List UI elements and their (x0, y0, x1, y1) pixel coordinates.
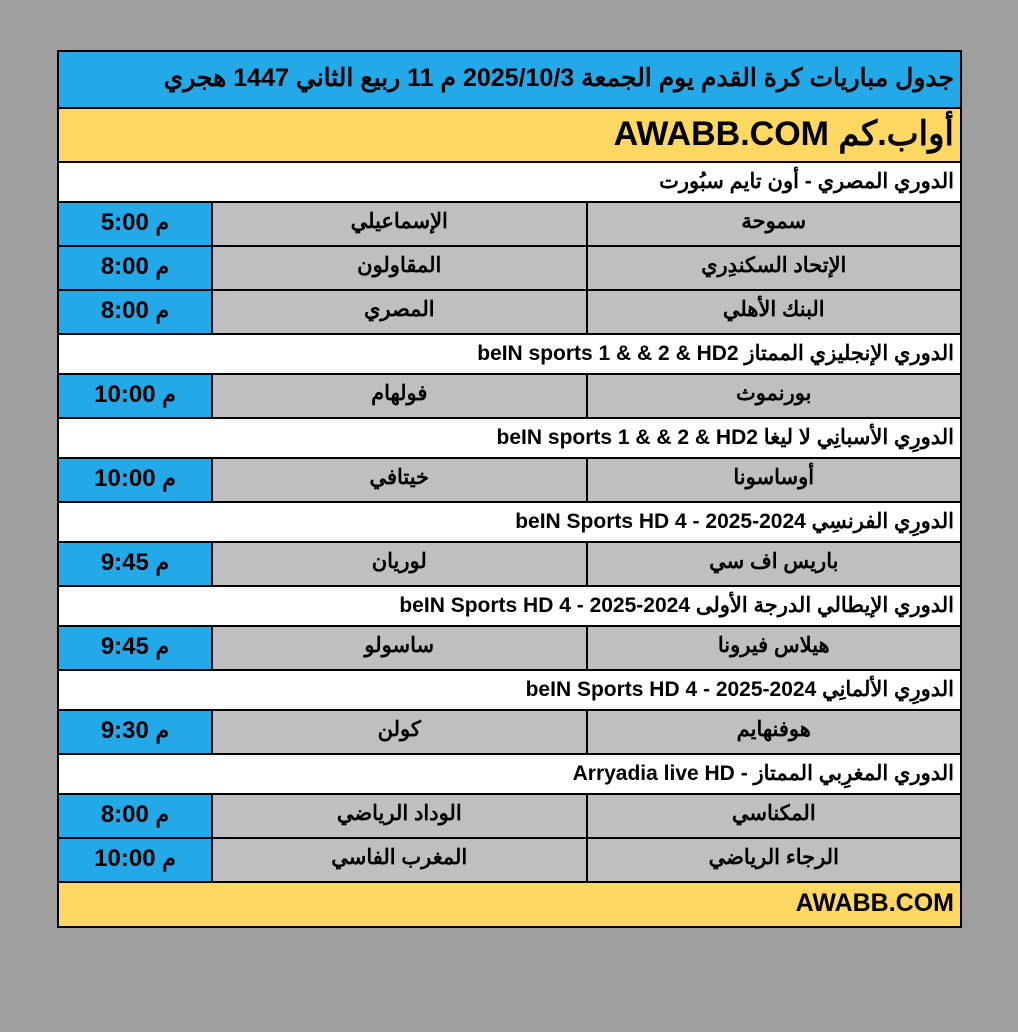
home-team-name: فولهام (211, 375, 586, 417)
table-row (59, 627, 960, 671)
league-header: الدوري الإيطالي الدرجة الأولى 2024-2025 - beIN Sports HD 4 (59, 587, 960, 627)
away-team-name: هوفنهايم (586, 711, 961, 753)
table-row (59, 711, 960, 755)
match-time (59, 795, 211, 837)
league-header: الدورِي الألمانِي 2024-2025 - beIN Sports HD 4 (59, 671, 960, 711)
table-row (59, 375, 960, 419)
home-team-name: المصري (211, 291, 586, 333)
away-team-name: الإتحاد السكندِري (586, 247, 961, 289)
home-team-name: ساسولو (211, 627, 586, 669)
home-team-name: المقاولون (211, 247, 586, 289)
table-row (59, 203, 960, 247)
brand-banner: أواب.كم AWABB.COM (59, 109, 960, 163)
match-time-ampm: م (155, 254, 170, 279)
home-team-name: كولن (211, 711, 586, 753)
match-time-value: 10:00 (94, 381, 156, 408)
home-team-name: المغرب الفاسي (211, 839, 586, 881)
match-time (59, 459, 211, 501)
match-time (59, 203, 211, 245)
match-time-value: 5:00 (100, 209, 149, 236)
match-time (59, 543, 211, 585)
match-time-value: 10:00 (94, 465, 156, 492)
away-team-name: هيلاس فيرونا (586, 627, 961, 669)
match-time (59, 375, 211, 417)
table-row (59, 543, 960, 587)
match-schedule-table (57, 50, 962, 928)
schedule-sections (59, 163, 960, 883)
match-time-value: 8:00 (100, 801, 149, 828)
match-time-ampm: م (155, 210, 170, 235)
table-row (59, 247, 960, 291)
match-time-ampm: م (155, 550, 170, 575)
match-time-value: 8:00 (100, 253, 149, 280)
league-header: الدوري المصري - أون تايم سبُورت (59, 163, 960, 203)
match-time-ampm: م (155, 298, 170, 323)
home-team-name: الوداد الرياضي (211, 795, 586, 837)
league-header: الدورِي الأسبانِي لا ليغا beIN sports 1 & & 2 & HD2 (59, 419, 960, 459)
match-time-value: 9:45 (100, 633, 149, 660)
match-time-value: 8:00 (100, 297, 149, 324)
schedule-title: جدول مباريات كرة القدم يوم الجمعة 2025/10/3 م 11 ربيع الثاني 1447 هجري (59, 52, 960, 109)
match-time-ampm: م (155, 634, 170, 659)
table-row (59, 839, 960, 883)
table-row (59, 291, 960, 335)
match-time-value: 10:00 (94, 845, 156, 872)
match-time (59, 839, 211, 881)
match-time (59, 247, 211, 289)
league-header: الدوري الإنجليزي الممتاز beIN sports 1 & & 2 & HD2 (59, 335, 960, 375)
match-time-ampm: م (155, 802, 170, 827)
match-time-ampm: م (162, 846, 176, 871)
away-team-name: البنك الأهلي (586, 291, 961, 333)
away-team-name: سموحة (586, 203, 961, 245)
home-team-name: الإسماعيلي (211, 203, 586, 245)
away-team-name: المكناسي (586, 795, 961, 837)
match-time (59, 627, 211, 669)
away-team-name: الرجاء الرياضي (586, 839, 961, 881)
table-row (59, 459, 960, 503)
league-header: الدورِي الفرنسِي 2024-2025 - beIN Sports HD 4 (59, 503, 960, 543)
away-team-name: باريس اف سي (586, 543, 961, 585)
match-time-ampm: م (162, 382, 176, 407)
league-header: الدوري المغرِبي الممتاز - Arryadia live HD (59, 755, 960, 795)
match-time-value: 9:45 (100, 549, 149, 576)
match-time-ampm: م (162, 466, 176, 491)
home-team-name: لوريان (211, 543, 586, 585)
match-time-ampm: م (155, 718, 170, 743)
table-row (59, 795, 960, 839)
home-team-name: خيتافي (211, 459, 586, 501)
away-team-name: أوساسونا (586, 459, 961, 501)
match-time (59, 291, 211, 333)
match-time-value: 9:30 (100, 717, 149, 744)
footer-banner: AWABB.COM (59, 883, 960, 926)
away-team-name: بورنموث (586, 375, 961, 417)
match-time (59, 711, 211, 753)
